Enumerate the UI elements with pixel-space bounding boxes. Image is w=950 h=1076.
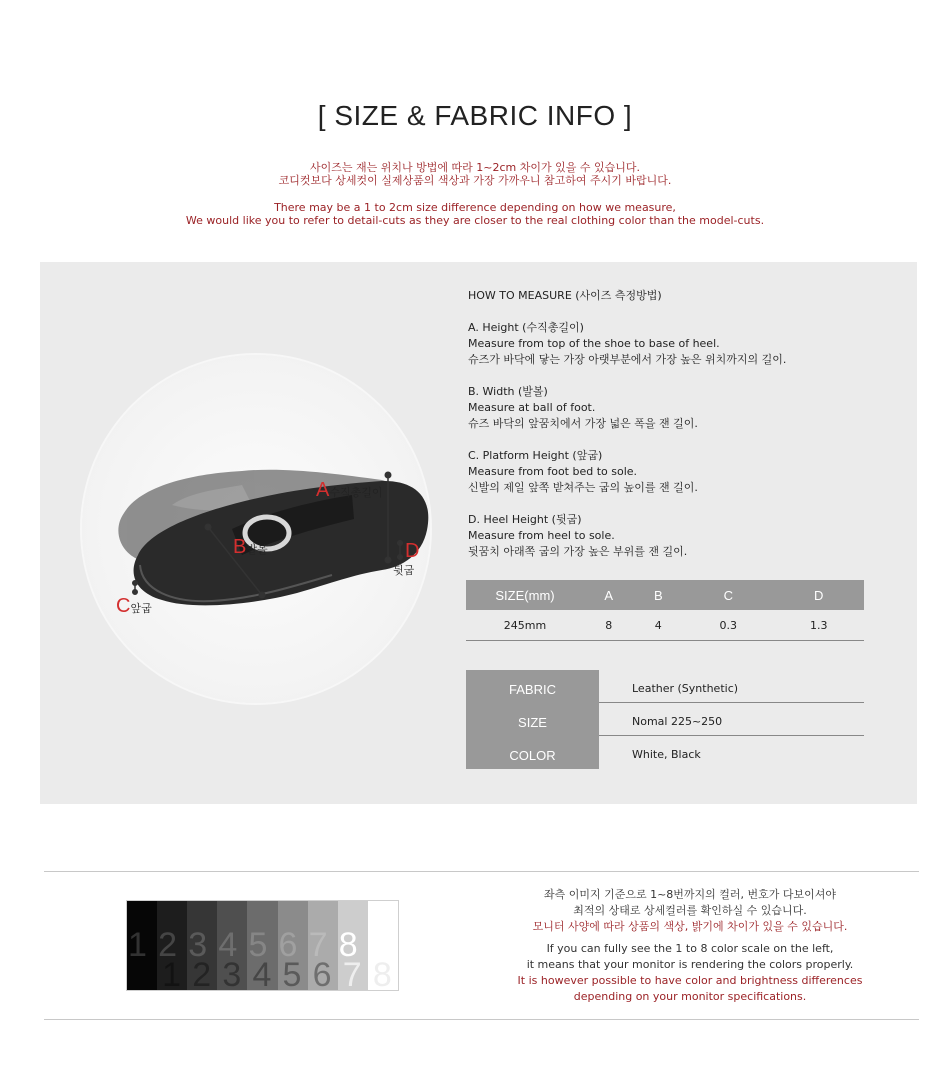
- label-c-letter: C: [116, 595, 131, 617]
- color-swatch: [127, 901, 157, 990]
- measure-item-ko: 슈즈 바닥의 앞꿈치에서 가장 넓은 폭을 잰 길이.: [468, 417, 698, 430]
- scale-number-top: 1: [128, 926, 147, 964]
- label-b-letter: B: [233, 536, 247, 558]
- size-table-cell: 8: [584, 610, 634, 641]
- fabric-label: FABRIC: [466, 670, 599, 703]
- color-swatch: [368, 901, 398, 990]
- size-notice-korean: [0, 161, 950, 187]
- scale-number-top: 2: [158, 926, 178, 964]
- scale-number-top: 6: [278, 926, 298, 964]
- divider-bottom: [44, 1019, 919, 1020]
- color-swatch: [157, 901, 187, 990]
- size-table-row: [466, 610, 864, 641]
- size-table-cell: 4: [634, 610, 684, 641]
- scale-number-top: 8: [338, 926, 358, 964]
- measure-item-head: D. Heel Height (뒷굽): [468, 513, 582, 526]
- fabric-row: [466, 670, 864, 703]
- monitor-color-scale: [126, 900, 399, 991]
- notice-line: 사이즈는 재는 위치나 방법에 따라 1~2cm 차이가 있을 수 있습니다.: [310, 161, 640, 174]
- size-table: [466, 580, 864, 641]
- label-a: [316, 479, 382, 502]
- color-swatch: [217, 901, 247, 990]
- measure-item-en: Measure from top of the shoe to base of heel.: [468, 337, 720, 350]
- fabric-table: [466, 670, 864, 769]
- notice-line: 코디컷보다 상세컷이 실제상품의 색상과 가장 가까우니 참고하여 주시기 바랍니다.: [278, 174, 672, 187]
- label-c: [116, 595, 152, 618]
- size-row: [466, 703, 864, 736]
- measure-item-ko: 신발의 제일 앞쪽 받쳐주는 굽의 높이를 잰 길이.: [468, 481, 698, 494]
- monitor-notice-line: It is however possible to have color and brightness differences: [517, 974, 863, 987]
- scale-number-bottom: 3: [222, 956, 242, 990]
- measure-item-head: B. Width (발볼): [468, 385, 548, 398]
- size-table-header: D: [774, 580, 865, 610]
- monitor-notice: [470, 887, 910, 1005]
- monitor-notice-line: If you can fully see the 1 to 8 color scale on the left,: [546, 942, 834, 955]
- scale-number-bottom: 7: [342, 956, 362, 990]
- monitor-notice-line: depending on your monitor specifications.: [573, 990, 807, 1003]
- color-row: [466, 736, 864, 769]
- monitor-notice-line: it means that your monitor is rendering the colors properly.: [526, 958, 854, 971]
- scale-number-top: 4: [218, 926, 238, 964]
- monitor-notice-line: 좌측 이미지 기준으로 1~8번까지의 컬러, 번호가 다보이셔야: [543, 888, 837, 901]
- scale-number-bottom: 2: [192, 956, 212, 990]
- notice-line: There may be a 1 to 2cm size difference depending on how we measure,: [274, 201, 676, 214]
- scale-number-top: 5: [248, 926, 268, 964]
- label-b-text: 발볼: [246, 543, 268, 556]
- measure-item-ko: 슈즈가 바닥에 닿는 가장 아랫부분에서 가장 높은 위치까지의 길이.: [468, 353, 787, 366]
- label-d-letter: D: [405, 540, 420, 562]
- size-label: SIZE: [466, 703, 599, 736]
- size-table-cell: 1.3: [774, 610, 865, 641]
- measure-item-c: [468, 448, 908, 496]
- scale-number-top: 3: [188, 926, 208, 964]
- color-value: White, Black: [632, 748, 701, 761]
- divider-top: [44, 871, 919, 872]
- size-table-header: A: [584, 580, 634, 610]
- label-c-text: 앞굽: [130, 602, 152, 615]
- monitor-notice-line: 최적의 상태로 상세컬러를 확인하실 수 있습니다.: [573, 904, 807, 917]
- size-value: Nomal 225~250: [599, 703, 864, 736]
- how-to-measure: [468, 288, 908, 576]
- label-b: [233, 536, 268, 559]
- scale-number-bottom: 8: [372, 956, 392, 990]
- measure-item-ko: 뒷꿈치 아래쪽 굽의 가장 높은 부위를 잰 길이.: [468, 545, 688, 558]
- label-a-letter: A: [316, 479, 330, 501]
- measure-item-en: Measure at ball of foot.: [468, 401, 596, 414]
- size-table-header: C: [683, 580, 773, 610]
- color-swatch: [308, 901, 338, 990]
- measure-item-a: [468, 320, 908, 368]
- shoe-measure-diagram: [82, 355, 430, 703]
- measure-item-en: Measure from foot bed to sole.: [468, 465, 638, 478]
- size-table-cell: 0.3: [683, 610, 773, 641]
- scale-number-bottom: 5: [282, 956, 302, 990]
- size-table-header: B: [634, 580, 684, 610]
- fabric-value: Leather (Synthetic): [599, 670, 864, 703]
- color-swatch: [247, 901, 277, 990]
- size-table-cell: 245mm: [466, 610, 584, 641]
- color-swatch: [278, 901, 308, 990]
- scale-number-top: 7: [308, 926, 328, 964]
- measure-item-head: C. Platform Height (앞굽): [468, 449, 603, 462]
- size-table-header: SIZE(mm): [466, 580, 584, 610]
- measure-panel: [40, 262, 917, 804]
- how-to-measure-title: HOW TO MEASURE (사이즈 측정방법): [468, 289, 662, 302]
- label-d-text: 뒷굽: [393, 564, 415, 577]
- measure-item-d: [468, 512, 908, 560]
- size-notice-english: [0, 201, 950, 227]
- color-swatch: [187, 901, 217, 990]
- scale-number-bottom: 1: [162, 956, 182, 990]
- measure-item-en: Measure from heel to sole.: [468, 529, 615, 542]
- color-swatch: [338, 901, 368, 990]
- color-label: COLOR: [466, 736, 599, 769]
- monitor-notice-line: 모니터 사양에 따라 상품의 색상, 밝기에 차이가 있을 수 있습니다.: [532, 920, 848, 933]
- measure-item-head: A. Height (수직총길이): [468, 321, 584, 334]
- measure-item-b: [468, 384, 908, 432]
- scale-number-bottom: 6: [312, 956, 332, 990]
- notice-line: We would like you to refer to detail-cuts as they are closer to the real clothing color than the model-cuts.: [185, 214, 765, 227]
- size-table-header-row: [466, 580, 864, 610]
- scale-number-bottom: 4: [252, 956, 272, 990]
- label-a-text: 수직총길이: [329, 486, 383, 499]
- page-title: [ SIZE & FABRIC INFO ]: [317, 100, 633, 131]
